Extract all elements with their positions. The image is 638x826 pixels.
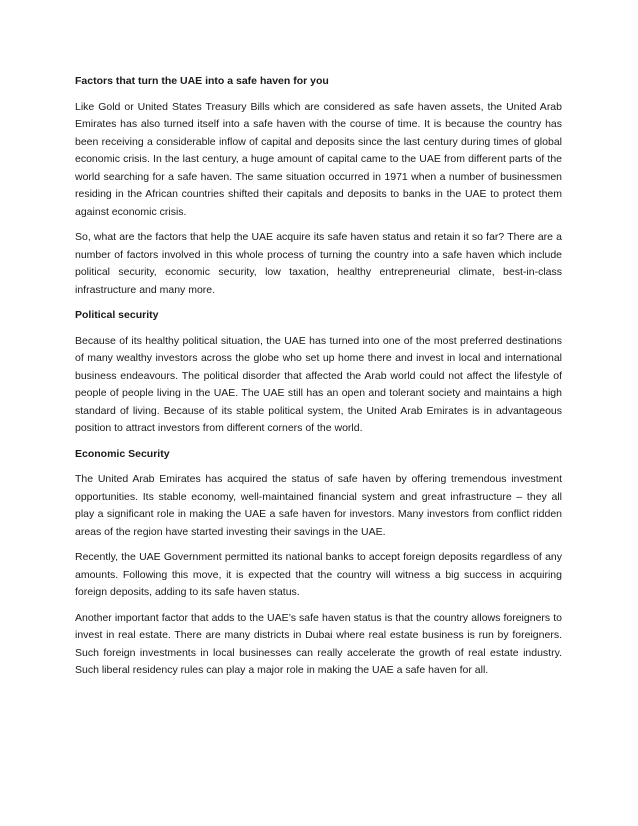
- document-page: [75, 73, 562, 688]
- intro-paragraph-1: Like Gold or United States Treasury Bills which are considered as safe haven assets, the United Arab Emirates has also turned itself into a safe haven with the course of time. It is because the country has been receiving a considerable inflow of capital and deposits since the last century during times of global economic crisis. In the last century, a huge amount of capital came to the UAE from different parts of the world searching for a safe haven. The same situation occurred in 1971 when a number of businessmen residing in the African countries shifted their capitals and deposits to banks in the UAE to protect them against economic crisis.: [75, 100, 562, 218]
- political-security-heading: Political security: [75, 309, 159, 321]
- economic-security-paragraph-1: The United Arab Emirates has acquired the status of safe haven by offering tremendous investment opportunities. Its stable economy, well-maintained financial system and great infrastructure – they all play a significant role in making the UAE a safe haven for investors. Many investors from conflict ridden areas of the region have started investing their savings in the UAE.: [75, 473, 562, 538]
- document-title: Factors that turn the UAE into a safe haven for you: [75, 75, 329, 87]
- economic-security-heading: Economic Security: [75, 447, 170, 460]
- intro-paragraph-2: So, what are the factors that help the UAE acquire its safe haven status and retain it so far? There are a number of factors involved in this whole process of turning the country into a safe haven which include political security, economic security, low taxation, healthy entrepreneurial climate, best-in-class infrastructure and many more.: [75, 231, 562, 296]
- economic-security-paragraph-2: Recently, the UAE Government permitted its national banks to accept foreign deposits regardless of any amounts. Following this move, it is expected that the country will witness a big success in acquiring foreign deposits, adding to its safe haven status.: [75, 551, 562, 598]
- economic-security-paragraph-3: Another important factor that adds to the UAE’s safe haven status is that the country allows foreigners to invest in real estate. There are many districts in Dubai where real estate business is run by foreigners. Such foreign investments in local businesses can really accelerate the growth of real estate industry. Such liberal residency rules can play a major role in making the UAE a safe haven for all.: [75, 611, 562, 676]
- political-security-paragraph: Because of its healthy political situation, the UAE has turned into one of the most preferred destinations of many wealthy investors across the globe who set up home there and invest in local and international business endeavours. The political disorder that affected the Arab world could not affect the lifestyle of people of people living in the UAE. The UAE still has an open and tolerant society and maintains a high standard of living. Because of its stable political system, the United Arab Emirates is in advantageous position to attract investors from different corners of the world.: [75, 334, 562, 434]
